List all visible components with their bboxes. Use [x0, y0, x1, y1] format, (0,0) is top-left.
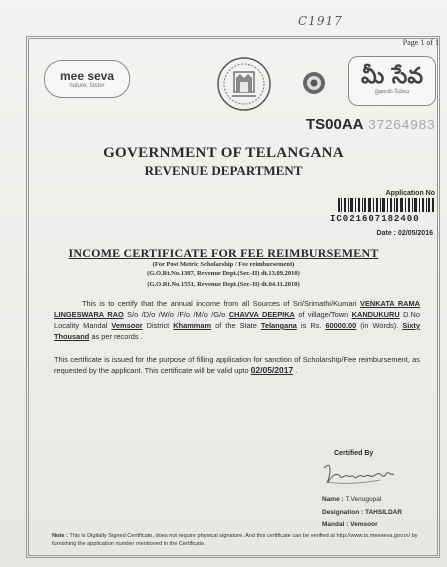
text-segment: This is to certify that the annual income from all Sources of Sri/Srimathi/Kumari — [82, 299, 361, 308]
text-segment: This certificate is issued for the purpose of filling application for sanction of Scholarship/Fee reimbursement, as requested by the applicant. This certificate will be valid upto — [54, 355, 420, 375]
reference-number — [306, 116, 435, 134]
validity-paragraph — [54, 354, 420, 376]
text-segment: of village/Town — [294, 310, 352, 319]
signatory-designation-label: Designation : — [322, 509, 365, 516]
village-name: KANDUKURU — [351, 310, 400, 319]
text-segment: District — [142, 321, 174, 330]
signatory-mandal-value: Vemsoor — [350, 521, 378, 528]
mandal-name: Vemsoor — [111, 321, 143, 330]
meeseva-logo-english — [44, 60, 130, 98]
note-text: This is Digitally Signed Certificate, does not require physical signature. And this certificate can be verified at http://www.ts.meeseva.gov.in/ by furnishing the application number mentioned in the Certificate. — [52, 533, 418, 547]
applicant-name: VENKATA RAMA LINGESWARA RAO — [54, 299, 421, 319]
signatory-name — [322, 496, 442, 503]
government-order-2: (G.O.Rt.No.1551, Revenue Dept.(Ser.-II) dt.04.11.2010) — [147, 281, 300, 288]
signatory-designation — [322, 509, 442, 516]
certified-by-label: Certified By — [334, 450, 374, 457]
valid-upto-date: 02/05/2017 — [250, 365, 294, 375]
signatory-mandal — [322, 521, 442, 528]
government-order-1: (G.O.Rt.No.1307, Revenue Dept.(Ser.-II) dt.13.09.2010) — [147, 270, 300, 277]
reference-serial: 37264983 — [367, 118, 435, 134]
text-segment: D.No Locality Mandal — [54, 310, 420, 330]
issue-date-value: 02/05/2016 — [397, 230, 433, 237]
note-label: Note : — [52, 533, 70, 539]
income-amount: 60000.00 — [325, 321, 357, 330]
signatory-name-label: Name : — [322, 496, 346, 503]
signatory-designation-value: TAHSILDAR — [364, 509, 403, 516]
income-amount-words: Sixty Thousand — [54, 321, 420, 341]
text-segment: of the State — [211, 321, 261, 330]
meeseva-telugu-text: మీ సేవ — [360, 64, 424, 89]
issue-date — [377, 230, 433, 237]
relation-name: CHAVVA DEEPIKA — [228, 310, 295, 319]
signature-image — [320, 462, 400, 488]
application-number-label: Application No — [385, 190, 435, 197]
text-segment: S/o /D/o /W/o /F/o /M/o /G/o — [123, 310, 229, 319]
verification-note — [52, 532, 428, 548]
meeseva-telugu-tagline: ప్రజలకు సేవలు — [374, 89, 410, 95]
reference-code: TS00AA — [306, 116, 364, 133]
text-segment: (in Words). — [356, 321, 403, 330]
meeseva-logo-telugu — [348, 56, 436, 106]
certificate-title: INCOME CERTIFICATE FOR FEE REIMBURSEMENT — [68, 246, 379, 260]
meeseva-logo-text: mee seva — [59, 69, 115, 83]
page-indicator: Page 1 of 1 — [402, 38, 439, 47]
text-segment: is Rs. — [296, 321, 326, 330]
certificate-subtitle: (For Post Metric Scholarship / Fee reimbursement) — [152, 261, 295, 268]
text-segment: . — [293, 366, 298, 375]
issue-date-label: Date : — [376, 230, 396, 237]
state-name: Telangana — [260, 321, 297, 330]
text-segment: as per records . — [89, 332, 143, 341]
telangana-emblem-icon — [216, 56, 272, 112]
district-name: Khammam — [173, 321, 212, 330]
gear-seal-icon — [301, 70, 327, 96]
income-statement-paragraph — [54, 298, 420, 342]
signatory-name-value: T.Venugopal — [345, 496, 382, 503]
signatory-mandal-label: Mandal : — [322, 521, 351, 528]
department-heading: REVENUE DEPARTMENT — [144, 163, 303, 178]
barcode-icon — [338, 198, 434, 212]
meeseva-logo-tagline: nature, faster — [69, 83, 105, 89]
handwritten-reference: C1917 — [298, 14, 343, 28]
application-number: IC021607182400 — [330, 214, 420, 224]
government-heading: GOVERNMENT OF TELANGANA — [103, 145, 344, 161]
